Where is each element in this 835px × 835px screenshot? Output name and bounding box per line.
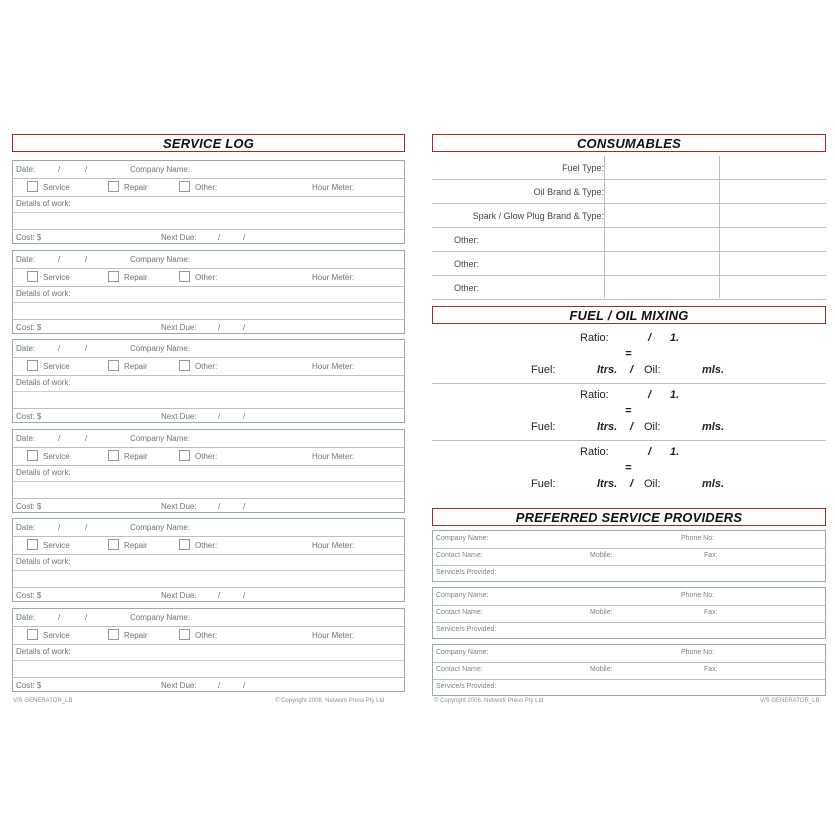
consumables-label: Other: <box>454 235 480 245</box>
entry-details-row <box>13 375 404 409</box>
cost-label: Cost: $ <box>16 501 42 511</box>
next-due-label: Next Due: <box>161 322 197 332</box>
consumables-row <box>432 180 826 204</box>
millilitres-unit: mls. <box>702 478 725 490</box>
next-due-label: Next Due: <box>161 681 197 690</box>
repair-checkbox[interactable] <box>108 629 119 640</box>
entry-date-row <box>13 251 404 269</box>
other-label: Other: <box>195 451 218 461</box>
cost-label: Cost: $ <box>16 233 42 242</box>
details-of-work-label: Details of work: <box>16 647 71 656</box>
repair-checkbox[interactable] <box>108 181 119 192</box>
provider-company-row <box>433 588 825 606</box>
service-checkbox[interactable] <box>27 629 38 640</box>
right-panel <box>432 134 826 690</box>
hour-meter-label: Hour Meter: <box>312 272 355 282</box>
details-writing-line <box>13 660 404 661</box>
date-separator: / <box>58 433 61 443</box>
mixing-slash: / <box>630 421 634 433</box>
contact-name-label: Contact Name: <box>436 666 483 673</box>
repair-checkbox[interactable] <box>108 360 119 371</box>
company-name-label: Company Name: <box>130 254 191 264</box>
ratio-slash: / <box>648 389 652 401</box>
cost-label: Cost: $ <box>16 412 42 422</box>
entry-type-row <box>13 447 404 466</box>
provider-entry <box>432 644 826 696</box>
repair-label: Repair <box>124 272 148 282</box>
next-due-label: Next Due: <box>161 591 197 601</box>
company-name-label: Company Name: <box>436 649 489 656</box>
ratio-label: Ratio: <box>580 389 609 401</box>
service-label: Service <box>43 541 70 551</box>
consumables-label: Other: <box>454 283 480 293</box>
provider-company-row <box>433 645 825 663</box>
entry-type-row <box>13 268 404 287</box>
company-name-label: Company Name: <box>130 613 191 622</box>
consumables-label: Spark / Glow Plug Brand & Type: <box>472 211 604 221</box>
mobile-label: Mobile: <box>590 609 613 616</box>
date-separator: / <box>85 254 88 264</box>
other-checkbox[interactable] <box>179 360 190 371</box>
other-checkbox[interactable] <box>179 629 190 640</box>
entry-details-row <box>13 644 404 678</box>
oil-label: Oil: <box>644 364 661 376</box>
repair-checkbox[interactable] <box>108 539 119 550</box>
footer-right-copyright: © Copyright 2006. Network Press Pty Ltd <box>434 698 544 704</box>
date-label: Date: <box>16 254 36 264</box>
consumables-label: Oil Brand & Type: <box>533 187 604 197</box>
consumables-label: Fuel Type: <box>562 163 604 173</box>
other-label: Other: <box>195 272 218 282</box>
company-name-label: Company Name: <box>130 433 191 443</box>
hour-meter-label: Hour Meter: <box>312 362 355 372</box>
date-separator: / <box>58 344 61 354</box>
service-checkbox[interactable] <box>27 539 38 550</box>
service-checkbox[interactable] <box>27 271 38 282</box>
entry-details-row <box>13 286 404 320</box>
cost-label: Cost: $ <box>16 591 42 601</box>
service-log-entry <box>12 518 405 602</box>
other-label: Other: <box>195 183 218 192</box>
mixing-block <box>432 440 826 496</box>
fax-label: Fax: <box>704 552 718 559</box>
next-due-separator: / <box>243 322 246 332</box>
mixing-block <box>432 326 826 382</box>
footer-right-code: V/S GENERATOR_LB <box>760 698 820 704</box>
service-checkbox[interactable] <box>27 450 38 461</box>
preferred-service-providers-title: PREFERRED SERVICE PROVIDERS <box>432 508 826 526</box>
ratio-slash: / <box>648 446 652 458</box>
ratio-slash: / <box>648 332 652 344</box>
service-log-entry <box>12 250 405 334</box>
details-writing-line <box>13 302 404 303</box>
mixing-slash: / <box>630 364 634 376</box>
other-label: Other: <box>195 362 218 372</box>
details-of-work-label: Details of work: <box>16 378 71 388</box>
phone-label: Phone No: <box>681 592 715 599</box>
other-checkbox[interactable] <box>179 450 190 461</box>
repair-checkbox[interactable] <box>108 450 119 461</box>
consumables-row <box>432 204 826 228</box>
entry-details-row <box>13 465 404 499</box>
next-due-separator: / <box>243 233 246 242</box>
millilitres-unit: mls. <box>702 364 725 376</box>
hour-meter-label: Hour Meter: <box>312 541 355 551</box>
fuel-oil-mixing-title: FUEL / OIL MIXING <box>432 306 826 324</box>
next-due-separator: / <box>218 233 221 242</box>
details-writing-line <box>13 481 404 482</box>
provider-contact-row <box>433 605 825 623</box>
provider-contact-row <box>433 548 825 566</box>
service-label: Service <box>43 362 70 372</box>
mixing-slash: / <box>630 478 634 490</box>
fuel-label: Fuel: <box>531 421 556 433</box>
date-separator: / <box>58 523 61 533</box>
details-writing-line <box>13 212 404 213</box>
date-label: Date: <box>16 613 36 622</box>
next-due-separator: / <box>243 412 246 422</box>
service-log-entry <box>12 429 405 513</box>
company-name-label: Company Name: <box>130 523 191 533</box>
cost-label: Cost: $ <box>16 322 42 332</box>
hour-meter-label: Hour Meter: <box>312 183 355 192</box>
service-label: Service <box>43 451 70 461</box>
services-provided-label: Service/s Provided: <box>436 683 497 690</box>
provider-company-row <box>433 531 825 549</box>
next-due-separator: / <box>243 501 246 511</box>
date-label: Date: <box>16 344 36 354</box>
next-due-label: Next Due: <box>161 233 197 242</box>
date-separator: / <box>85 344 88 354</box>
consumables-row <box>432 156 826 180</box>
repair-label: Repair <box>124 362 148 372</box>
next-due-separator: / <box>243 681 246 690</box>
entry-type-row <box>13 536 404 555</box>
oil-label: Oil: <box>644 478 661 490</box>
repair-label: Repair <box>124 183 148 192</box>
mixing-block <box>432 383 826 439</box>
litres-unit: ltrs. <box>597 421 618 433</box>
next-due-label: Next Due: <box>161 501 197 511</box>
entry-date-row <box>13 609 404 627</box>
next-due-separator: / <box>218 681 221 690</box>
entry-date-row <box>13 340 404 358</box>
other-checkbox[interactable] <box>179 271 190 282</box>
date-label: Date: <box>16 433 36 443</box>
other-label: Other: <box>195 541 218 551</box>
other-checkbox[interactable] <box>179 181 190 192</box>
consumables-row <box>432 252 826 276</box>
litres-unit: ltrs. <box>597 478 618 490</box>
repair-label: Repair <box>124 631 148 640</box>
consumables-row <box>432 276 826 300</box>
date-separator: / <box>58 165 61 174</box>
service-label: Service <box>43 183 70 192</box>
service-log-title: SERVICE LOG <box>12 134 405 152</box>
company-name-label: Company Name: <box>130 165 191 174</box>
ratio-one: 1. <box>670 389 680 401</box>
entry-type-row <box>13 626 404 645</box>
contact-name-label: Contact Name: <box>436 552 483 559</box>
next-due-separator: / <box>243 591 246 601</box>
footer-left-copyright: © Copyright 2006. Network Press Pty Ltd <box>275 698 385 704</box>
services-provided-label: Service/s Provided: <box>436 569 497 576</box>
details-of-work-label: Details of work: <box>16 199 71 208</box>
date-label: Date: <box>16 165 36 174</box>
next-due-separator: / <box>218 501 221 511</box>
details-writing-line <box>13 391 404 392</box>
cost-label: Cost: $ <box>16 681 42 690</box>
service-log-entry <box>12 608 405 692</box>
date-separator: / <box>85 613 88 622</box>
ratio-label: Ratio: <box>580 446 609 458</box>
entry-details-row <box>13 554 404 588</box>
repair-label: Repair <box>124 451 148 461</box>
ratio-label: Ratio: <box>580 332 609 344</box>
hour-meter-label: Hour Meter: <box>312 631 355 640</box>
service-log-panel <box>12 134 405 690</box>
service-log-entry <box>12 339 405 423</box>
service-label: Service <box>43 631 70 640</box>
millilitres-unit: mls. <box>702 421 725 433</box>
phone-label: Phone No: <box>681 649 715 656</box>
next-due-separator: / <box>218 591 221 601</box>
services-provided-label: Service/s Provided: <box>436 626 497 633</box>
fuel-label: Fuel: <box>531 364 556 376</box>
oil-label: Oil: <box>644 421 661 433</box>
details-writing-line <box>13 570 404 571</box>
next-due-separator: / <box>218 412 221 422</box>
contact-name-label: Contact Name: <box>436 609 483 616</box>
company-name-label: Company Name: <box>436 535 489 542</box>
company-name-label: Company Name: <box>436 592 489 599</box>
consumables-title: CONSUMABLES <box>432 134 826 152</box>
provider-contact-row <box>433 662 825 680</box>
details-of-work-label: Details of work: <box>16 467 71 477</box>
mobile-label: Mobile: <box>590 552 613 559</box>
consumables-label: Other: <box>454 259 480 269</box>
date-separator: / <box>85 165 88 174</box>
mobile-label: Mobile: <box>590 666 613 673</box>
other-checkbox[interactable] <box>179 539 190 550</box>
fax-label: Fax: <box>704 609 718 616</box>
consumables-row <box>432 228 826 252</box>
details-of-work-label: Details of work: <box>16 288 71 298</box>
date-separator: / <box>58 613 61 622</box>
entry-date-row <box>13 519 404 537</box>
date-label: Date: <box>16 523 36 533</box>
fax-label: Fax: <box>704 666 718 673</box>
details-of-work-label: Details of work: <box>16 557 71 567</box>
provider-entry <box>432 530 826 582</box>
entry-type-row <box>13 357 404 376</box>
repair-checkbox[interactable] <box>108 271 119 282</box>
date-separator: / <box>85 523 88 533</box>
service-checkbox[interactable] <box>27 360 38 371</box>
provider-entry <box>432 587 826 639</box>
equals-sign: = <box>625 405 632 417</box>
litres-unit: ltrs. <box>597 364 618 376</box>
date-separator: / <box>85 433 88 443</box>
next-due-label: Next Due: <box>161 412 197 422</box>
service-log-entry <box>12 160 405 244</box>
ratio-one: 1. <box>670 332 680 344</box>
other-label: Other: <box>195 631 218 640</box>
entry-date-row <box>13 161 404 179</box>
service-label: Service <box>43 272 70 282</box>
equals-sign: = <box>625 462 632 474</box>
service-checkbox[interactable] <box>27 181 38 192</box>
repair-label: Repair <box>124 541 148 551</box>
phone-label: Phone No: <box>681 535 715 542</box>
entry-details-row <box>13 196 404 230</box>
next-due-separator: / <box>218 322 221 332</box>
date-separator: / <box>58 254 61 264</box>
fuel-label: Fuel: <box>531 478 556 490</box>
hour-meter-label: Hour Meter: <box>312 451 355 461</box>
entry-type-row <box>13 178 404 197</box>
company-name-label: Company Name: <box>130 344 191 354</box>
ratio-one: 1. <box>670 446 680 458</box>
footer-left-code: V/S GENERATOR_LB <box>13 698 73 704</box>
entry-date-row <box>13 430 404 448</box>
equals-sign: = <box>625 348 632 360</box>
